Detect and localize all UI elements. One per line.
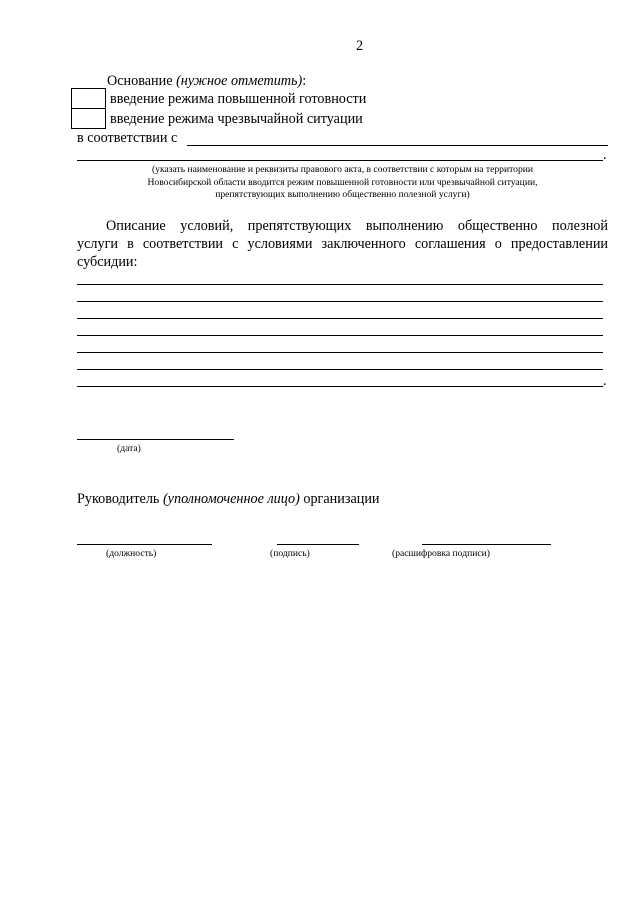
decoding-fill-line[interactable] <box>422 544 551 545</box>
accordance-prefix: в соответствии с <box>77 130 178 146</box>
position-caption: (должность) <box>106 548 157 559</box>
description-line-1: Описание условий, препятствующих выполнению общественно полезной <box>106 218 608 234</box>
accordance-note-1: (указать наименование и реквизиты правового акта, в соответствии с которым на территории <box>151 164 534 175</box>
checkbox-high-alert[interactable] <box>71 88 106 109</box>
accordance-note-2: Новосибирской области вводится режим повышенной готовности или чрезвычайной ситуации, <box>147 177 538 188</box>
description-fill-line-1[interactable] <box>77 284 603 285</box>
option-high-alert-label: введение режима повышенной готовности <box>110 91 367 107</box>
description-fill-line-6[interactable] <box>77 369 603 370</box>
position-fill-line[interactable] <box>77 544 212 545</box>
basis-heading <box>107 73 306 90</box>
checkbox-emergency[interactable] <box>71 108 106 129</box>
signatory-label-hint: (уполномоченное лицо) <box>162 491 300 507</box>
description-fill-line-3[interactable] <box>77 318 603 319</box>
option-emergency-label: введение режима чрезвычайной ситуации <box>110 111 363 127</box>
description-line-3: субсидии: <box>77 254 138 270</box>
description-fill-line-5[interactable] <box>77 352 603 353</box>
page-number: 2 <box>356 38 364 54</box>
date-fill-line[interactable] <box>77 439 234 440</box>
basis-hint: (нужное отметить) <box>176 73 303 89</box>
signature-caption: (подпись) <box>270 548 310 559</box>
description-fill-line-2[interactable] <box>77 301 603 302</box>
description-fill-line-7[interactable] <box>77 386 603 387</box>
accordance-fill-line-2[interactable] <box>77 160 603 161</box>
accordance-note-3: препятствующих выполнению общественно полезной услуги) <box>215 189 470 200</box>
basis-colon: : <box>302 73 307 89</box>
accordance-end-mark: . <box>603 147 607 163</box>
decoding-caption: (расшифровка подписи) <box>392 548 490 559</box>
accordance-fill-line[interactable] <box>187 145 608 146</box>
signatory-label-end: организации <box>303 491 380 507</box>
signature-fill-line[interactable] <box>277 544 359 545</box>
description-fill-line-4[interactable] <box>77 335 603 336</box>
signatory-label-start: Руководитель <box>77 491 160 507</box>
signatory-heading <box>77 491 380 508</box>
date-caption: (дата) <box>117 443 141 454</box>
description-line-2: услуги в соответствии с условиями заключенного соглашения о предоставлении <box>77 236 608 252</box>
description-end-mark: . <box>603 373 607 389</box>
basis-label: Основание <box>107 73 173 89</box>
